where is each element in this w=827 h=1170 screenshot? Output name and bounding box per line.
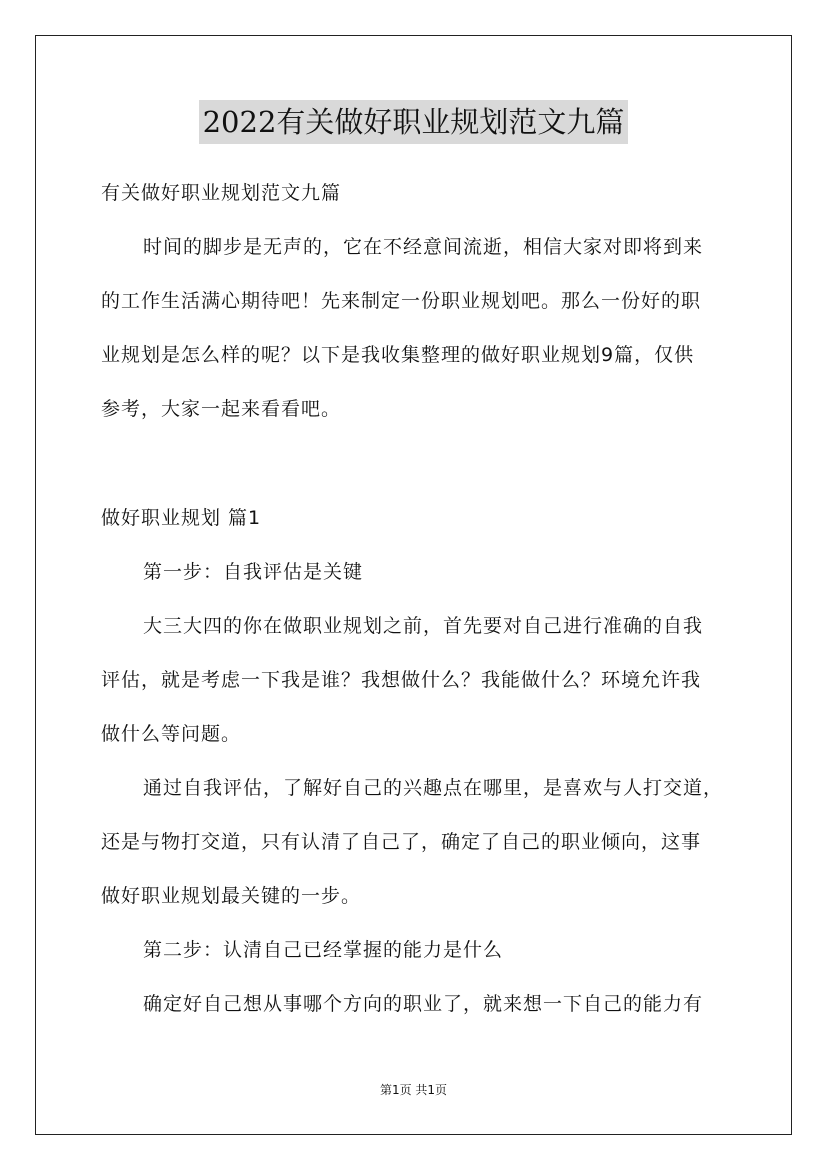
- step1-para2-line-1: 通过自我评估，了解好自己的兴趣点在哪里，是喜欢与人打交道，: [143, 777, 724, 799]
- document-subtitle: 有关做好职业规划范文九篇: [101, 182, 342, 204]
- title-wrap: [0, 100, 827, 144]
- step1-para1-line-3: 做什么等问题。: [101, 723, 242, 745]
- step2-para1-line-1: 确定好自己想从事哪个方向的职业了，就来想一下自己的能力有: [143, 993, 704, 1015]
- step1-para2-line-2: 还是与物打交道，只有认清了自己了，确定了自己的职业倾向，这事: [101, 831, 702, 853]
- intro-line-1: 时间的脚步是无声的，它在不经意间流逝，相信大家对即将到来: [143, 236, 704, 258]
- intro-line-2: 的工作生活满心期待吧！先来制定一份职业规划吧。那么一份好的职: [101, 290, 702, 312]
- section-heading: 做好职业规划 篇1: [101, 507, 262, 529]
- intro-line-4: 参考，大家一起来看看吧。: [101, 398, 342, 420]
- step1-para1-line-1: 大三大四的你在做职业规划之前，首先要对自己进行准确的自我: [143, 615, 704, 637]
- page-footer: 第1页 共1页: [379, 1083, 448, 1097]
- intro-line-3: 业规划是怎么样的呢？以下是我收集整理的做好职业规划9篇，仅供: [101, 344, 695, 366]
- step2-heading: 第二步：认清自己已经掌握的能力是什么: [143, 939, 504, 961]
- step1-heading: 第一步：自我评估是关键: [143, 561, 364, 583]
- document-title: 2022有关做好职业规划范文九篇: [199, 100, 629, 144]
- step1-para2-line-3: 做好职业规划最关键的一步。: [101, 885, 362, 907]
- step1-para1-line-2: 评估，就是考虑一下我是谁？我想做什么？我能做什么？环境允许我: [101, 669, 702, 691]
